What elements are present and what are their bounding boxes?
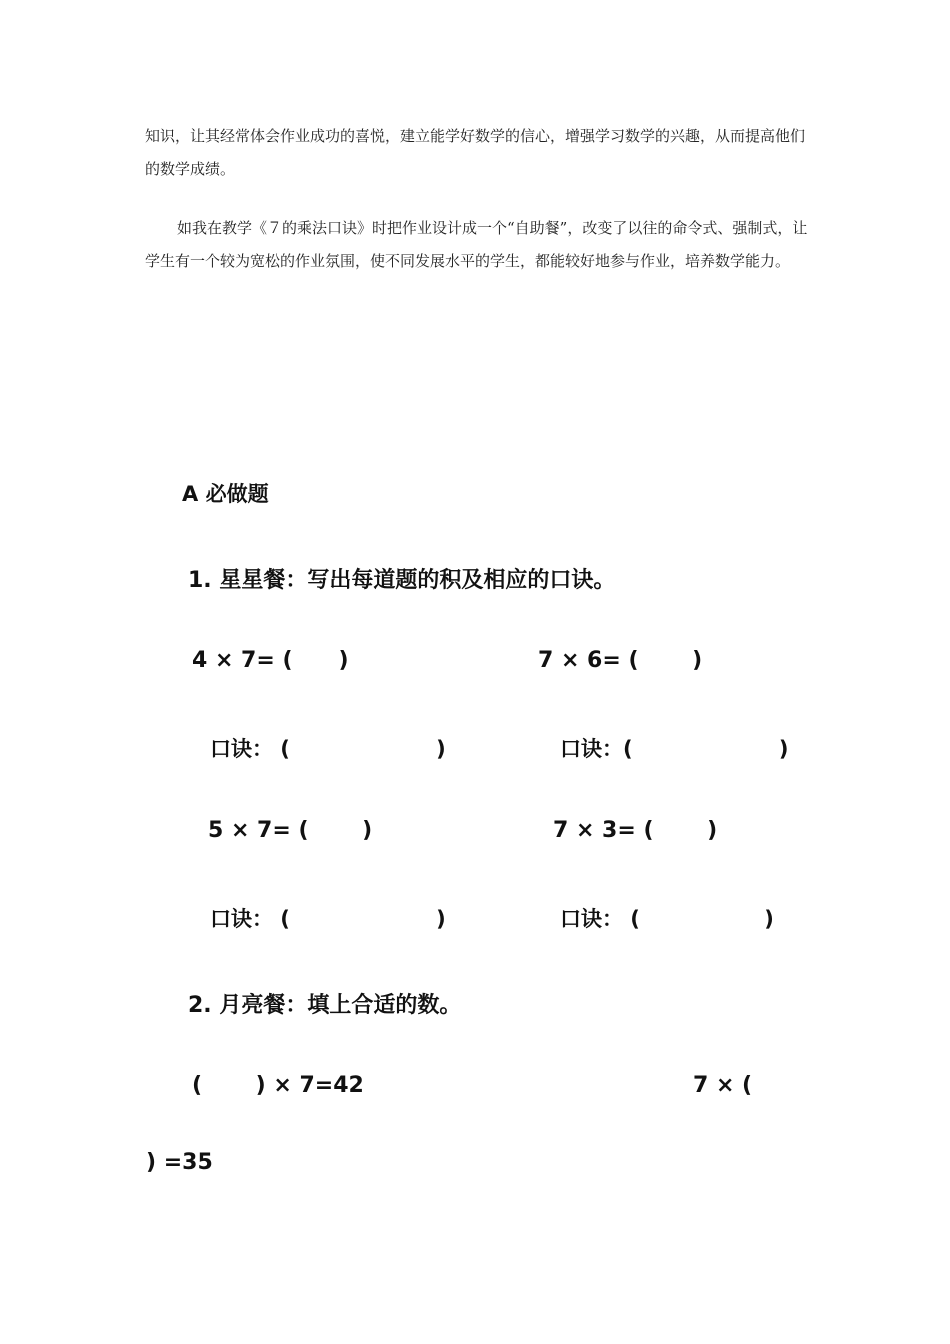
koujue-5x7: 口诀： ( ) xyxy=(210,907,446,931)
section-heading: A 必做题 xyxy=(182,482,269,506)
koujue-7x6: 口诀：( ) xyxy=(560,737,789,761)
expr-7x-blank-end: ) =35 xyxy=(146,1150,213,1175)
expr-7x-blank-start: 7 × ( xyxy=(693,1073,753,1098)
koujue-4x7: 口诀： ( ) xyxy=(210,737,446,761)
expr-blank-x7-42: ( ) × 7=42 xyxy=(192,1073,364,1098)
koujue-7x3: 口诀： ( ) xyxy=(560,907,774,931)
expr-7x6: 7 × 6= ( ) xyxy=(538,648,703,673)
expr-4x7: 4 × 7= ( ) xyxy=(192,648,349,673)
paragraph-2: 如我在教学《７的乘法口诀》时把作业设计成一个“自助餐”，改变了以往的命令式、强制式，让学生有一个较为宽松的作业氛围，使不同发展水平的学生，都能较好地参与作业，培养数学能力。 xyxy=(145,219,808,270)
paragraph-1: 知识，让其经常体会作业成功的喜悦，建立能学好数学的信心，增强学习数学的兴趣，从而提高他们的数学成绩。 xyxy=(145,127,806,178)
expr-5x7: 5 × 7= ( ) xyxy=(208,818,373,843)
question-2-title: 2. 月亮餐：填上合适的数。 xyxy=(188,993,462,1018)
question-1-title: 1. 星星餐：写出每道题的积及相应的口诀。 xyxy=(188,568,616,593)
expr-7x3: 7 × 3= ( ) xyxy=(553,818,718,843)
